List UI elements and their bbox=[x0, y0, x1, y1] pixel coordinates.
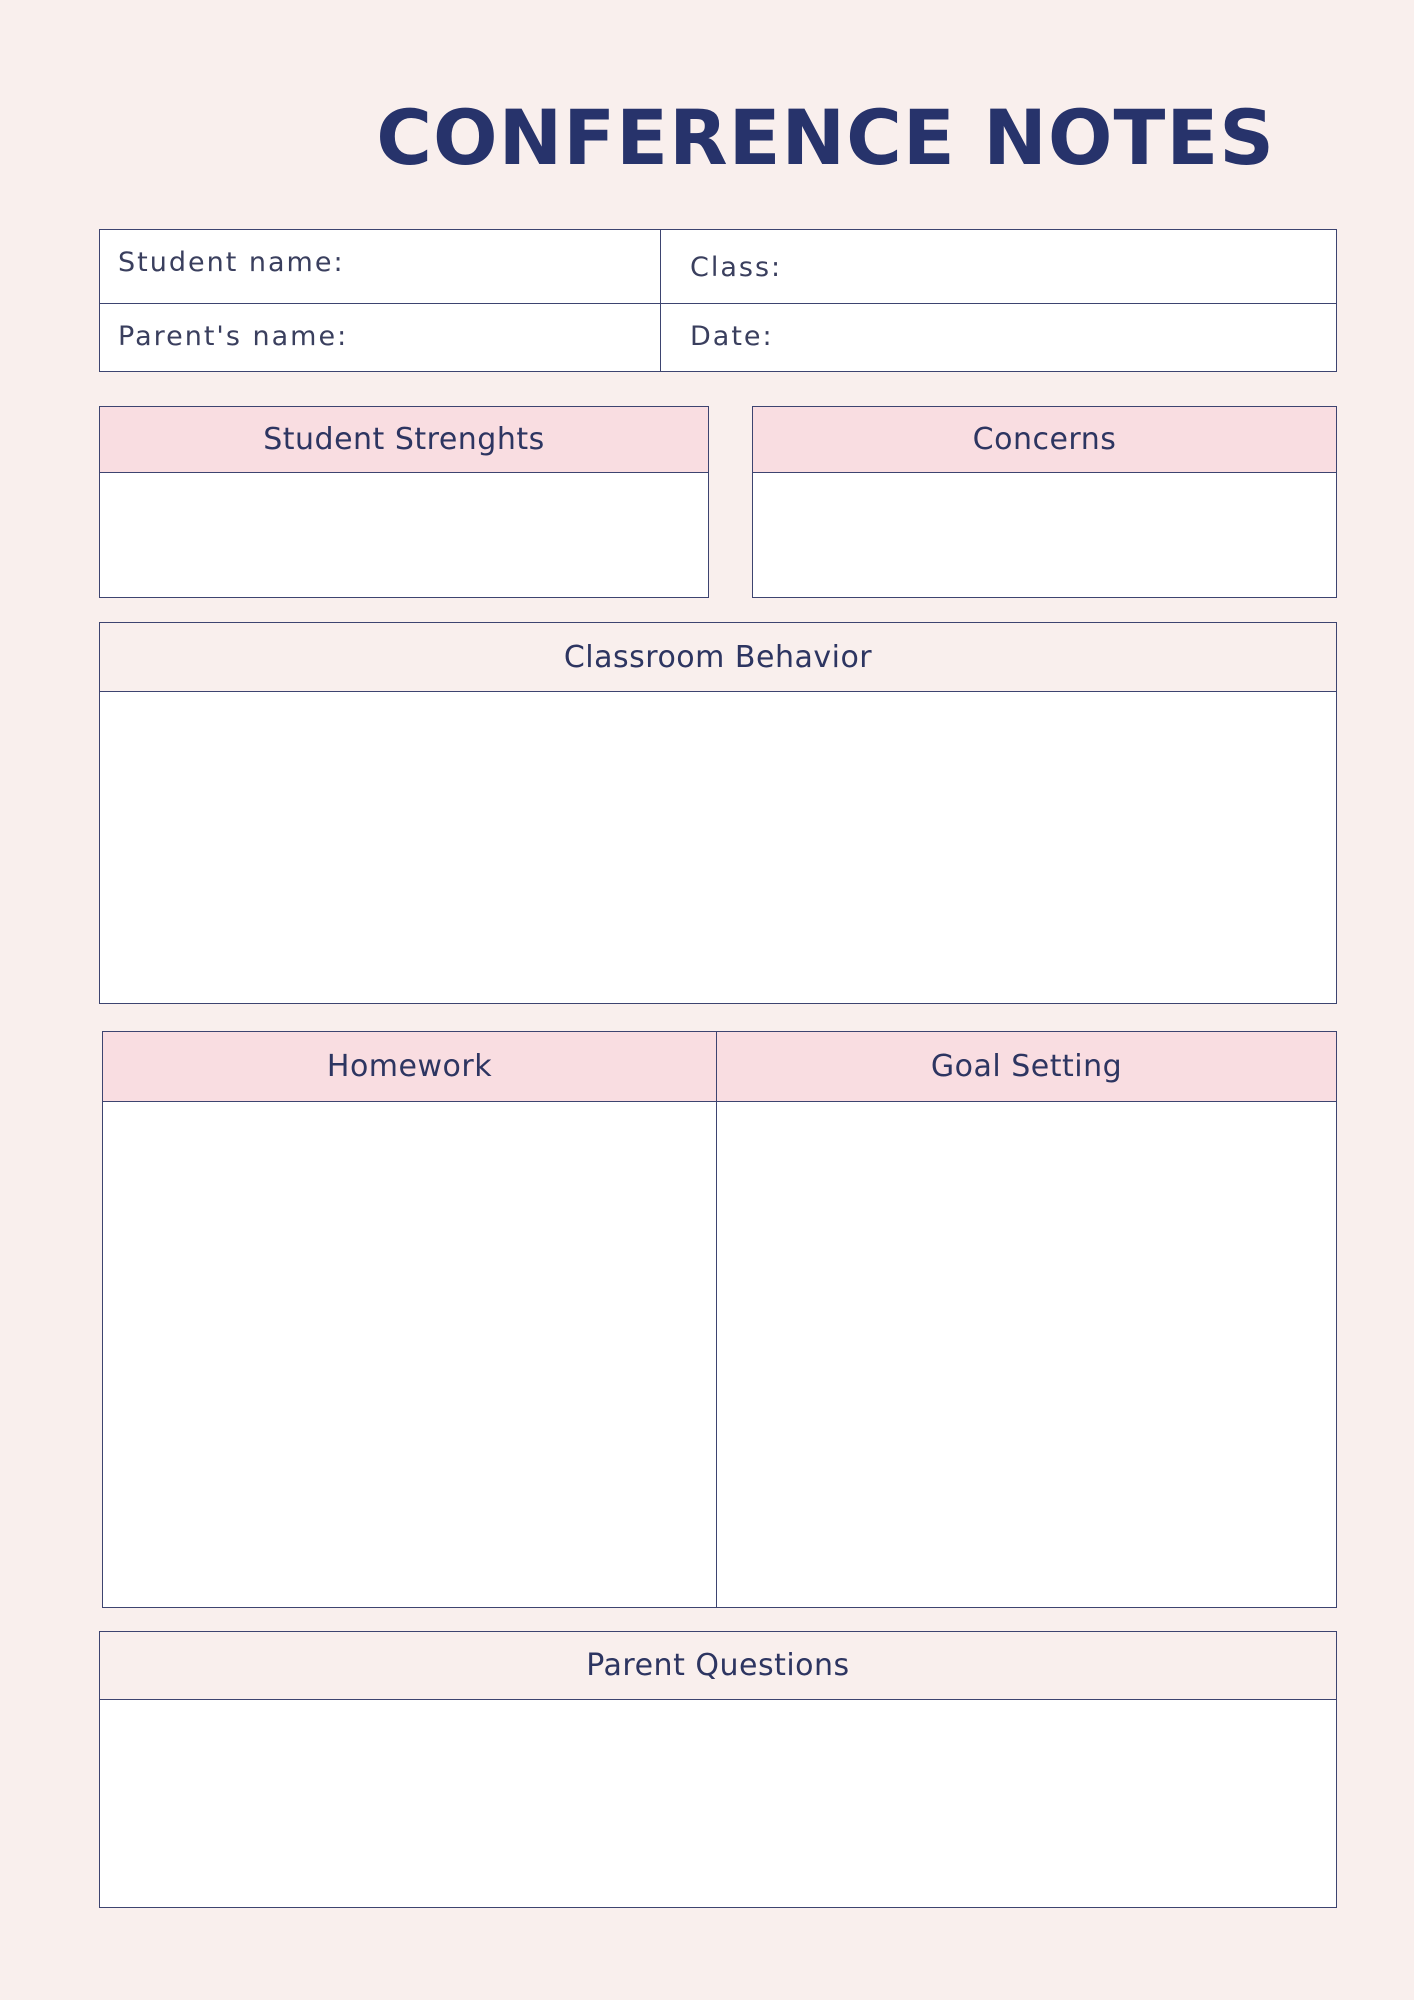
student-strengths-notes-area[interactable] bbox=[100, 473, 708, 597]
goal-setting-notes-area[interactable] bbox=[718, 1103, 1336, 1607]
classroom-behavior-header: Classroom Behavior bbox=[100, 623, 1336, 692]
student-info-table bbox=[99, 229, 1337, 372]
parent-questions-header: Parent Questions bbox=[100, 1632, 1336, 1700]
date-field[interactable]: Date: bbox=[690, 321, 774, 352]
student-strengths-header: Student Strenghts bbox=[100, 407, 708, 473]
parent-name-field[interactable]: Parent's name: bbox=[118, 321, 349, 352]
homework-goals-divider bbox=[716, 1032, 717, 1607]
goal-setting-header: Goal Setting bbox=[717, 1032, 1336, 1102]
concerns-notes-area[interactable] bbox=[753, 473, 1336, 597]
homework-header: Homework bbox=[103, 1032, 716, 1102]
parent-questions-section bbox=[99, 1631, 1337, 1908]
classroom-behavior-notes-area[interactable] bbox=[100, 692, 1336, 1003]
classroom-behavior-section bbox=[99, 622, 1337, 1004]
student-strengths-section bbox=[99, 406, 709, 598]
homework-notes-area[interactable] bbox=[103, 1103, 715, 1607]
page-title: CONFERENCE NOTES bbox=[376, 93, 1275, 182]
concerns-section bbox=[752, 406, 1337, 598]
concerns-header: Concerns bbox=[753, 407, 1336, 473]
info-row-divider bbox=[100, 303, 1336, 304]
info-column-divider bbox=[660, 230, 661, 371]
homework-goals-section bbox=[102, 1031, 1337, 1608]
student-name-field[interactable]: Student name: bbox=[118, 247, 345, 278]
parent-questions-notes-area[interactable] bbox=[100, 1700, 1336, 1907]
class-field[interactable]: Class: bbox=[690, 252, 783, 283]
